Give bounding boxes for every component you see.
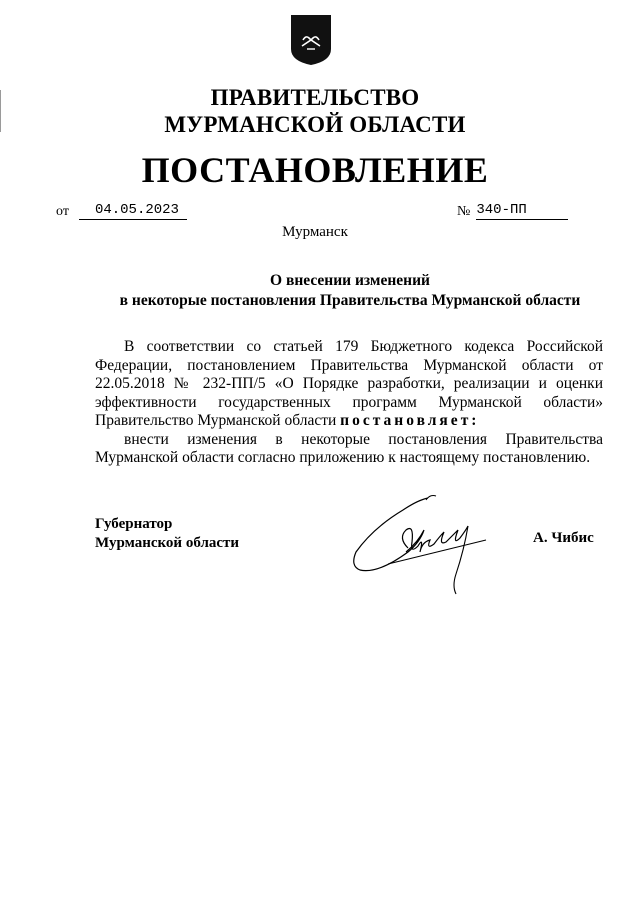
organization-name-line2: МУРМАНСКОЙ ОБЛАСТИ	[164, 112, 466, 137]
organization-name-line1: ПРАВИТЕЛЬСТВО	[210, 85, 420, 110]
document-body	[95, 338, 603, 468]
body-paragraph-1-text: В соответствии со статьей 179 Бюджетного кодекса Российской Федерации, постановлением Правительства Мурманской области от 22.05.2018 № 232-ПП/5 «О Порядке разработки, реализации и оценки эффективности государственных программ Мурманской области» Правительство Мурманской области	[95, 338, 603, 429]
date-row	[56, 202, 187, 220]
handwritten-signature	[348, 490, 498, 600]
signer-name: А. Чибис	[533, 530, 594, 546]
document-number: 340-ПП	[476, 202, 568, 220]
city: Мурманск	[282, 224, 348, 240]
number-prefix: №	[457, 204, 471, 219]
signer-position-line1: Губернатор	[95, 516, 173, 532]
signer-position-line2: Мурманской области	[95, 535, 240, 551]
body-paragraph-2: внести изменения в некоторые постановления Правительства Мурманской области согласно приложению к настоящему постановлению.	[95, 430, 603, 466]
document-title-line2: в некоторые постановления Правительства Мурманской области	[119, 292, 581, 309]
body-paragraph-1	[95, 338, 603, 431]
organization-name	[0, 84, 630, 138]
signer-position	[95, 515, 239, 553]
document-title-line1: О внесении изменений	[270, 272, 430, 289]
resolution-keyword: постановляет:	[340, 412, 480, 429]
document-type: ПОСТАНОВЛЕНИЕ	[141, 150, 489, 190]
number-row	[457, 202, 568, 220]
document-title	[0, 271, 640, 311]
coat-of-arms-emblem	[289, 13, 333, 67]
document-date: 04.05.2023	[79, 202, 187, 220]
date-prefix: от	[56, 204, 69, 219]
